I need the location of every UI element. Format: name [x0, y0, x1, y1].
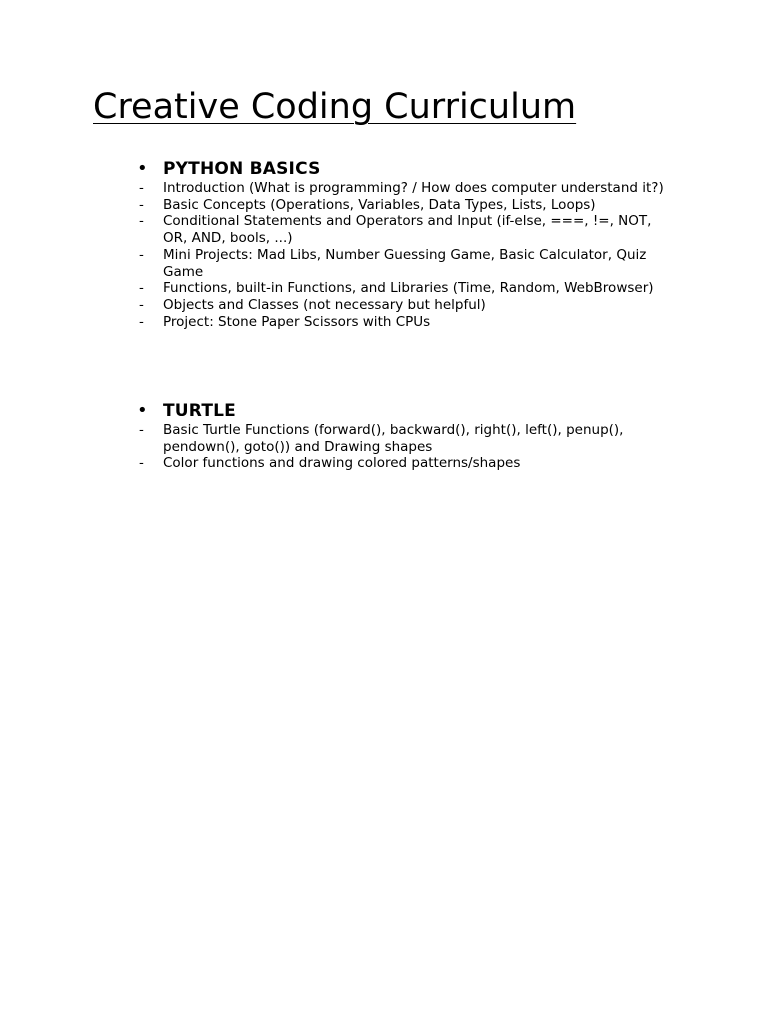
topic-list — [137, 422, 697, 472]
list-item-text: Basic Turtle Functions (forward(), backward(), right(), left(), penup(), pendown(), goto()) and Drawing shapes — [163, 422, 624, 455]
section-heading-text: PYTHON BASICS — [163, 159, 321, 179]
list-item — [137, 422, 697, 455]
list-item — [137, 180, 697, 197]
dash-marker: - — [139, 196, 144, 213]
dash-marker: - — [139, 296, 144, 313]
page-title: Creative Coding Curriculum — [93, 87, 577, 127]
section-heading — [137, 158, 697, 180]
section-heading — [137, 400, 697, 422]
list-item — [137, 213, 697, 246]
dash-marker: - — [139, 180, 144, 196]
section-turtle — [137, 400, 697, 472]
list-item — [137, 314, 697, 331]
dash-marker: - — [139, 422, 144, 438]
list-item-text: Basic Concepts (Operations, Variables, Data Types, Lists, Loops) — [163, 196, 596, 213]
list-item-text: Conditional Statements and Operators and Input (if-else, ===, !=, NOT, OR, AND, bools, ...) — [163, 213, 652, 247]
list-item-text: Objects and Classes (not necessary but helpful) — [163, 296, 486, 313]
list-item-text: Mini Projects: Mad Libs, Number Guessing Game, Basic Calculator, Quiz Game — [163, 246, 647, 280]
list-item — [137, 455, 697, 472]
list-item — [137, 280, 697, 297]
bullet-marker: • — [137, 158, 148, 179]
dash-marker: - — [139, 280, 144, 297]
dash-marker: - — [139, 246, 144, 263]
list-item — [137, 247, 697, 280]
topic-list — [137, 180, 697, 330]
dash-marker: - — [139, 313, 144, 330]
list-item-text: Project: Stone Paper Scissors with CPUs — [163, 313, 431, 330]
section-python-basics — [137, 158, 697, 330]
list-item-text: Introduction (What is programming? / How does computer understand it?) — [163, 180, 664, 196]
bullet-marker: • — [137, 400, 148, 421]
section-heading-text: TURTLE — [163, 401, 236, 421]
list-item-text: Functions, built-in Functions, and Libraries (Time, Random, WebBrowser) — [163, 280, 654, 297]
dash-marker: - — [139, 213, 144, 230]
list-item — [137, 197, 697, 214]
list-item — [137, 297, 697, 314]
dash-marker: - — [139, 455, 144, 472]
list-item-text: Color functions and drawing colored patterns/shapes — [163, 455, 521, 472]
